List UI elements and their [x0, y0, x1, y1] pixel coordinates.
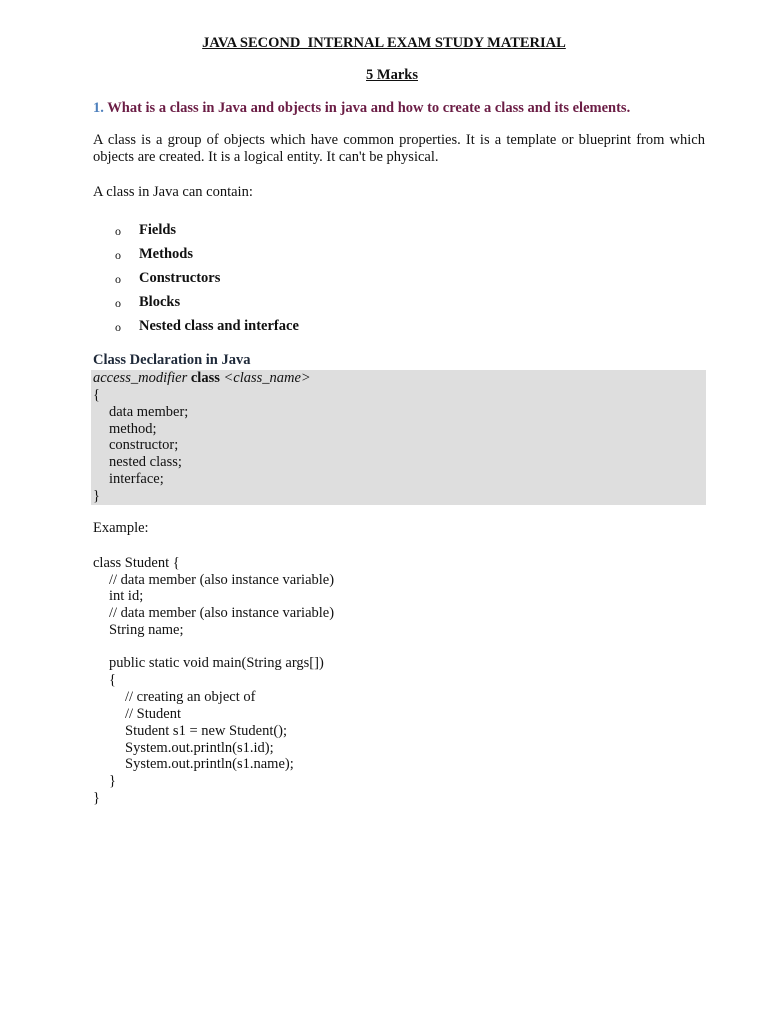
- access-modifier: access_modifier: [93, 370, 188, 386]
- code-line: // creating an object of: [125, 689, 256, 705]
- bullet-marker: o: [115, 296, 121, 310]
- class-keyword: class: [190, 370, 220, 386]
- bullet-marker: o: [115, 320, 121, 334]
- code-line: }: [93, 790, 100, 806]
- example-label: Example:: [93, 520, 149, 536]
- declaration-member: data member;: [109, 404, 189, 420]
- open-brace: {: [93, 387, 100, 403]
- document-title: JAVA SECOND INTERNAL EXAM STUDY MATERIAL: [202, 35, 566, 51]
- list-item-text: Nested class and interface: [139, 318, 299, 334]
- code-line: {: [109, 672, 116, 688]
- bullet-marker: o: [115, 272, 121, 286]
- code-line: int id;: [109, 588, 144, 604]
- code-line: System.out.println(s1.id);: [125, 740, 274, 756]
- code-line: public static void main(String args[]): [109, 655, 324, 671]
- code-line: }: [109, 773, 116, 789]
- code-line: String name;: [109, 622, 184, 638]
- declaration-member: constructor;: [109, 437, 179, 453]
- declaration-member: nested class;: [109, 454, 182, 470]
- close-brace: }: [93, 488, 100, 504]
- list-item-text: Blocks: [139, 294, 181, 310]
- declaration-code-block: [91, 370, 706, 505]
- code-line: Student s1 = new Student();: [125, 723, 288, 739]
- class-definition-paragraph: A class is a group of objects which have common properties. It is a template or blueprint from which objects are created. It is a logical entity. It can't be physical.: [93, 132, 705, 165]
- marks-heading: 5 Marks: [366, 67, 418, 83]
- class-name-placeholder: <class_name>: [223, 370, 311, 386]
- question-text: What is a class in Java and objects in java and how to create a class and its elements.: [107, 100, 631, 116]
- code-line: // data member (also instance variable): [109, 572, 335, 588]
- code-line: // Student: [125, 706, 181, 722]
- bullet-marker: o: [115, 224, 121, 238]
- declaration-member: interface;: [109, 471, 164, 487]
- list-item-text: Methods: [139, 246, 193, 262]
- list-item-text: Fields: [139, 222, 177, 238]
- class-contents-intro: A class in Java can contain:: [93, 184, 253, 200]
- bullet-marker: o: [115, 248, 121, 262]
- declaration-signature: [93, 370, 311, 387]
- declaration-member: method;: [109, 421, 157, 437]
- code-line: System.out.println(s1.name);: [125, 756, 294, 772]
- code-line: // data member (also instance variable): [109, 605, 335, 621]
- list-item-text: Constructors: [139, 270, 221, 286]
- code-line: class Student {: [93, 555, 180, 571]
- declaration-heading: Class Declaration in Java: [93, 352, 251, 368]
- question-number: 1.: [93, 100, 104, 116]
- question-heading: [93, 99, 630, 117]
